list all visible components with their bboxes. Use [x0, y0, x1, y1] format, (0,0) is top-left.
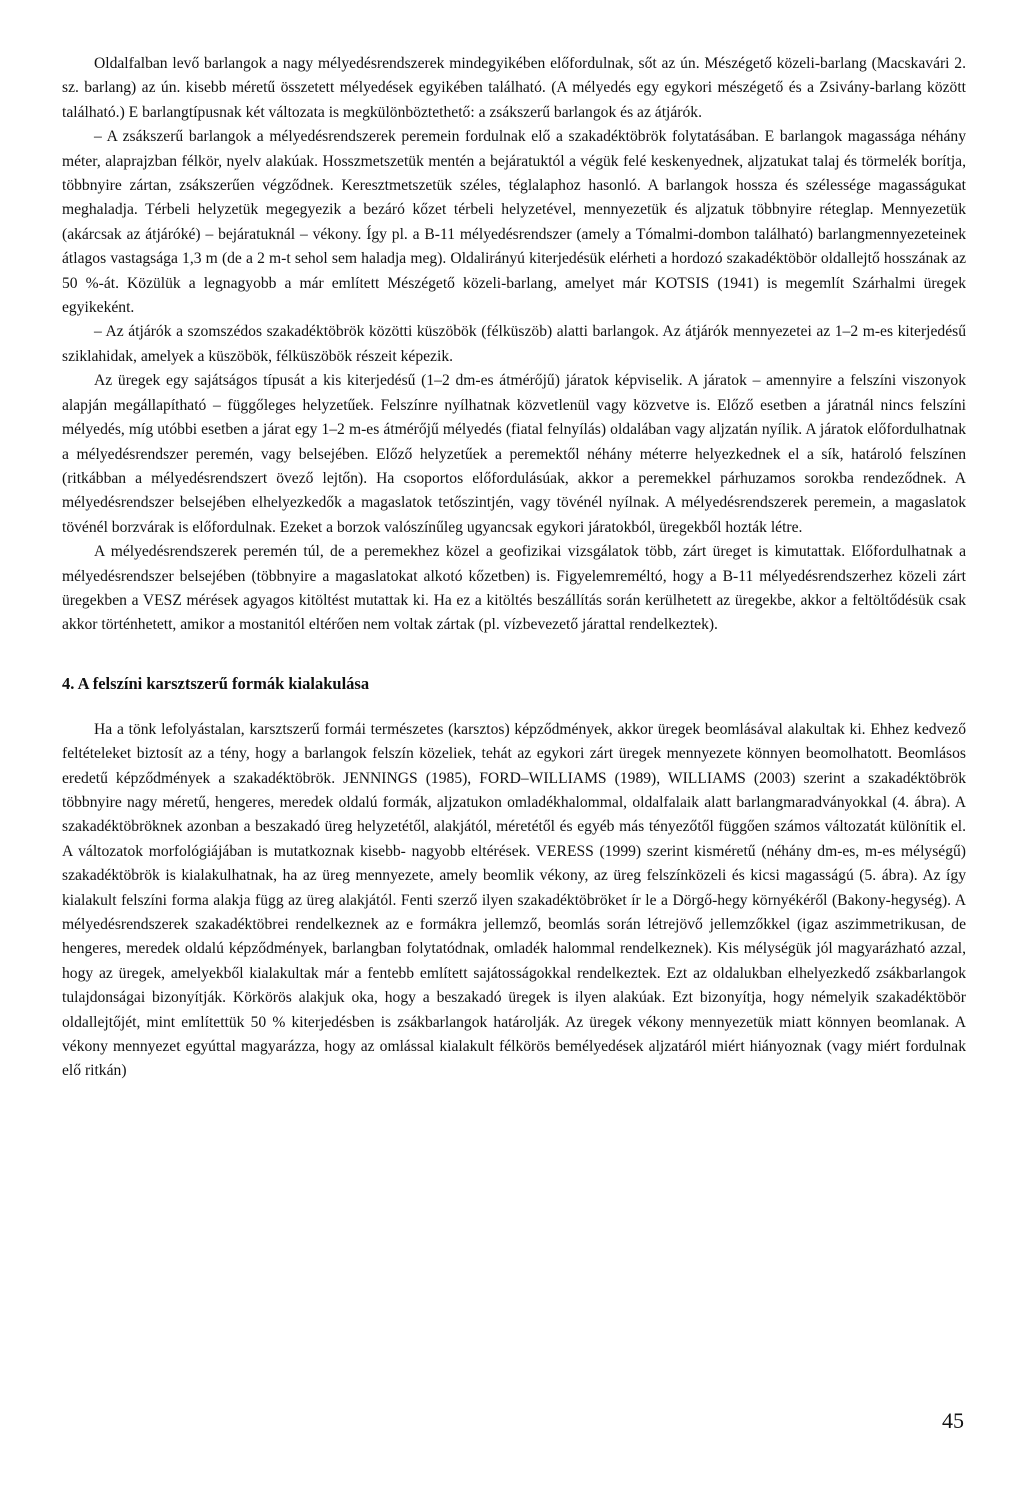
paragraph: A mélyedésrendszerek peremén túl, de a peremekhez közel a geofizikai vizsgálatok több, zárt üreget is kimutattak. Előfordulhatnak a mélyedésrendszer belsejében (többnyire a magaslatokat alkotó kőzetben) is. Figyelemreméltó, hogy a B-11 mélyedésrendszerhez közeli zárt üregekben a VESZ mérések agyagos kitöltést mutattak ki. Ha ez a kitöltés beszállítás során kerülhetett az üregekbe, akkor a feltöltődésük csak akkor történhetett, amikor a mostanitól eltérően nem voltak zártak (pl. vízbevezető járattal rendelkeztek).	[62, 543, 966, 634]
page-number: 45	[942, 1408, 964, 1433]
paragraph: Ha a tönk lefolyástalan, karsztszerű formái természetes (karsztos) képződmények, akkor üregek beomlásával alakultak ki. Ehhez kedvező feltételeket biztosít az a tény, hogy a barlangok felszín közeliek, tehát az egykori zárt üregek mennyezete könnyen beomolhatott. Beomlásos eredetű képződmények a szakadéktöbrök. JENNINGS (1985), FORD–WILLIAMS (1989), WILLIAMS (2003) szerint a szakadéktöbrök többnyire nagy méretű, hengeres, meredek oldalú formák, aljzatukon omladékhalommal, oldalfalaik alatt barlangmaradványokkal (4. ábra). A szakadéktöbröknek azonban a beszakadó üreg helyzetétől, alakjától, méretétől és egyéb más tényezőtől függően számos változatát különítik el. A változatok morfológiájában is mutatkoznak kisebb- nagyobb eltérések. VERESS (1999) szerint kisméretű (néhány dm-es, m-es mélységű) szakadéktöbrök is kialakulhatnak, ha az üreg mennyezete, amely beomlik vékony, az üreg felszínközeli és kicsi magasságú (5. ábra). Az így kialakult felszíni forma alakja függ az üreg alakjától. Fenti szerző ilyen szakadéktöbröket ír le a Dörgő-hegy környékéről (Bakony-hegység). A mélyedésrendszerek szakadéktöbrei rendelkeznek az e formákra jellemző, beomlás során létrejövő jellemzőkkel (igaz aszimmetrikusan, de hengeres, meredek oldalú képződmények, barlangban folytatódnak, omladék halommal rendelkeznek). Kis mélységük jól magyarázható azzal, hogy az üregek, amelyekből kialakultak már a fentebb említett sajátosságokkal rendelkeztek. Ezt az oldalukban elhelyezkedő zsákbarlangok tulajdonságai bizonyítják. Körkörös alakjuk oka, hogy a beszakadó üregek is ilyen alakúak. Ezt bizonyítja, hogy némelyik szakadéktöbör oldallejtőjét, mint említettük 50 % kiterjedésben is zsákbarlangok határolják. Az üregek vékony mennyezetük miatt könnyen beomlanak. A vékony mennyezet egyúttal magyarázza, hogy az omlással kialakult félkörös bemélyedések aljzatáról miért hiányoznak (vagy miért fordulnak elő ritkán)	[62, 720, 966, 1080]
section-heading: 4. A felszíni karsztszerű formák kialakulása	[62, 673, 370, 693]
paragraph: – Az átjárók a szomszédos szakadéktöbrök közötti küszöbök (félküszöb) alatti barlangok. Az átjárók mennyezetei az 1–2 m-es kiterjedésű sziklahidak, amelyek a küszöbök, félküszöbök részeit képezik.	[62, 323, 966, 365]
paragraph: Az üregek egy sajátságos típusát a kis kiterjedésű (1–2 dm-es átmérőjű) járatok képviselik. A járatok – amennyire a felszíni viszonyok alapján megállapítható – függőleges helyzetűek. Felszínre nyílhatnak közvetlenül vagy közvetve is. Előző esetben a járatnál nincs felszíni mélyedés, míg utóbbi esetben a járat egy 1–2 m-es átmérőjű mélyedés (fiatal felnyílás) oldalában vagy aljzatán nyílik. A járatok előfordulhatnak a mélyedésrendszer peremén, vagy belsejében. Előző helyzetűek a peremektől néhány méterre helyezkednek el a sík, határoló felszínen (ritkábban a mélyedésrendszert övező lejtőn). Ha csoportos előfordulásúak, akkor a peremekkel párhuzamos sorokba rendeződnek. A mélyedésrendszer belsejében elhelyezkedők a magaslatok tetőszintjén, vagy tövénél nyílnak. A mélyedésrendszerek peremein, a magaslatok tövénél borzvárak is előfordulnak. Ezeket a borzok valószínűleg ugyancsak egykori járatokból, üregekből hozták létre.	[62, 372, 966, 536]
paragraph: Oldalfalban levő barlangok a nagy mélyedésrendszerek mindegyikében előfordulnak, sőt az ún. Mészégető közeli-barlang (Macskavári 2. sz. barlang) az ún. kisebb méretű összetett mélyedések egyikében található. (A mélyedés egy egykori mészégető és a Zsivány-barlang között található.) E barlangtípusnak két változata is megkülönböztethető: a zsákszerű barlangok és az átjárók.	[62, 55, 966, 121]
page-body	[62, 52, 966, 1084]
paragraph: – A zsákszerű barlangok a mélyedésrendszerek peremein fordulnak elő a szakadéktöbrök folytatásában. E barlangok magassága néhány méter, alaprajzban félkör, nyelv alakúak. Hosszmetszetük mentén a bejáratuktól a végük felé keskenyednek, aljzatukat talaj és törmelék borítja, többnyire zártan, zsákszerűen végződnek. Keresztmetszetük széles, téglalaphoz hasonló. A barlangok hossza és szélessége magasságukat meghaladja. Térbeli helyzetük megegyezik a bezáró kőzet térbeli helyzetével, mennyezetük és aljzatuk többnyire réteglap. Mennyezetük (akárcsak az átjáróké) – bejáratuknál – vékony. Így pl. a B-11 mélyedésrendszer (amely a Tómalmi-dombon található) barlangmennyezeteinek átlagos vastagsága 1,3 m (de a 2 m-t sehol sem haladja meg). Oldalirányú kiterjedésük elérheti a hordozó szakadéktöbör oldallejtő hosszának az 50 %-át. Közülük a legnagyobb a már említett Mészégető közeli-barlang, amelyet már KOTSIS (1941) is megemlít Szárhalmi üregek egyikeként.	[62, 128, 966, 317]
